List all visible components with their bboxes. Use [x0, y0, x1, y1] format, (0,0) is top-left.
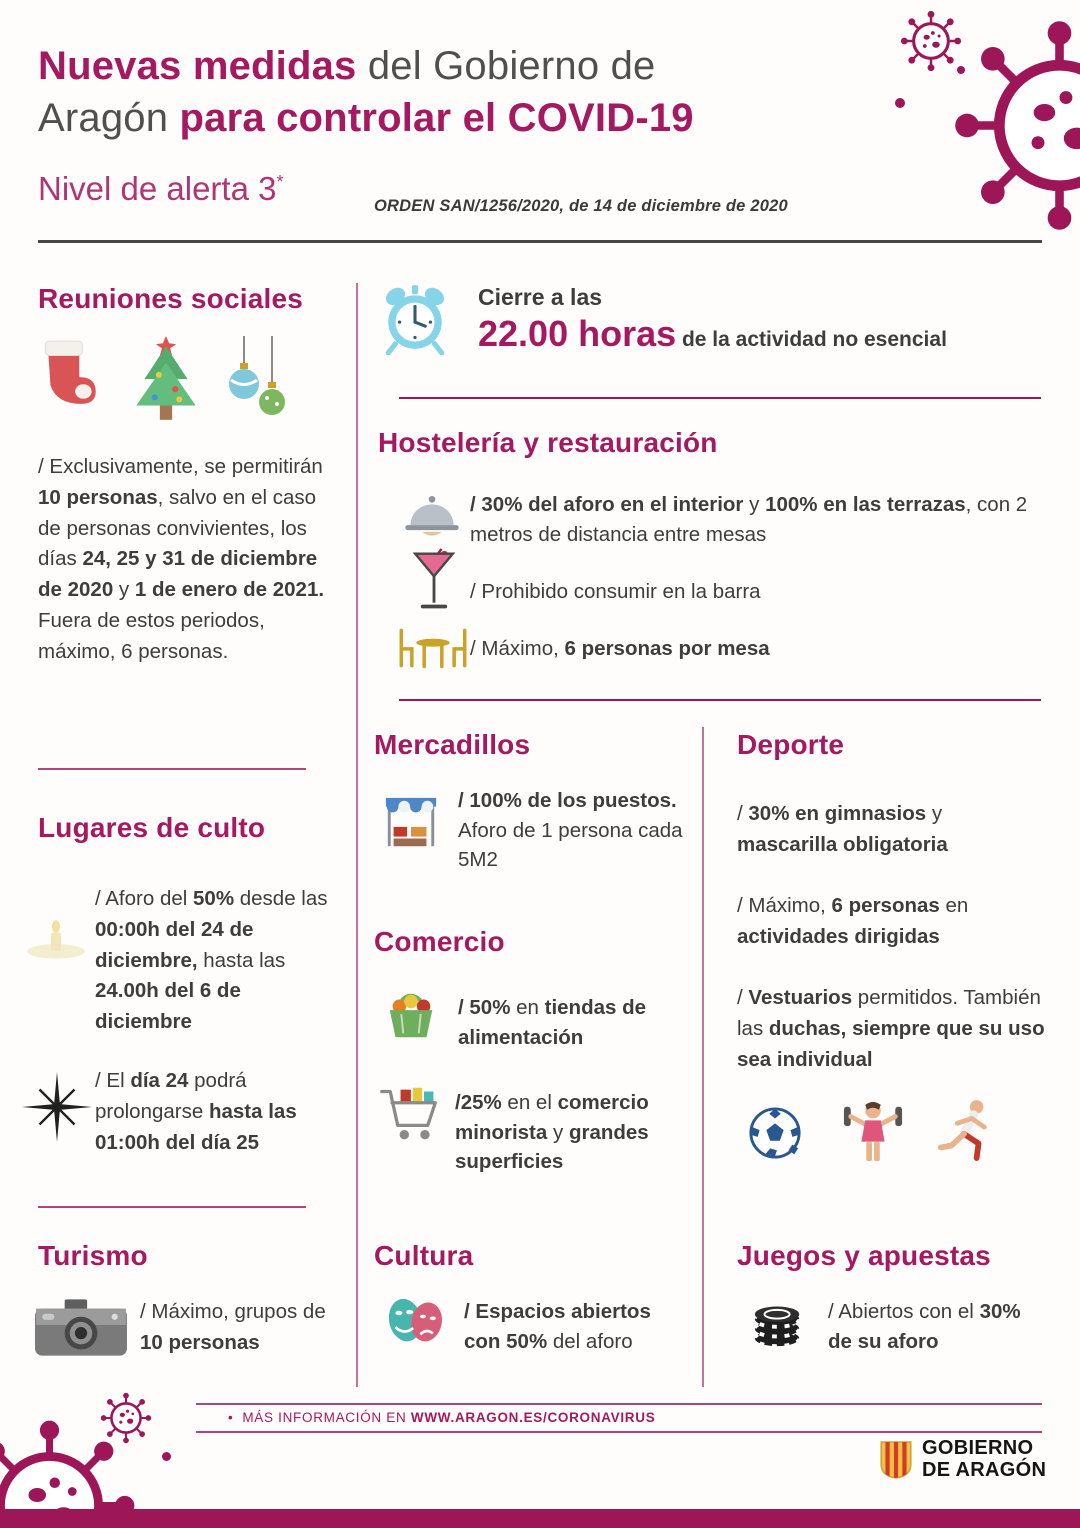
section-title-turismo: Turismo [38, 1240, 148, 1271]
section-title-juegos: Juegos y apuestas [737, 1240, 991, 1271]
star-icon [22, 1072, 92, 1142]
soccer-ball-icon [748, 1106, 802, 1160]
closing-banner [478, 284, 1048, 355]
culto-item-2: / El día 24 podrá prolongarse hasta las 01:00h del día 25 [95, 1069, 297, 1154]
aragon-shield-icon [880, 1441, 912, 1479]
footer-info-prefix: MÁS INFORMACIÓN EN [242, 1410, 411, 1425]
hosteleria-item-2: / Prohibido consumir en la barra [470, 580, 761, 603]
logo-line1: GOBIERNO [922, 1437, 1034, 1459]
christmas-ornaments-icon [222, 336, 294, 428]
header-divider [38, 240, 1042, 243]
closing-line1: Cierre a las [478, 284, 603, 310]
culto-item-1: / Aforo del 50% desde las 00:00h del 24 de diciembre, hasta las 24.00h del 6 de diciembre [95, 887, 328, 1033]
page-title-line2: Aragón para controlar el COVID-19 [38, 96, 694, 140]
section-title-hosteleria: Hostelería y restauración [378, 427, 718, 458]
vertical-divider-main [356, 283, 358, 1387]
theater-masks-icon [382, 1294, 448, 1348]
deporte-item-1: / 30% en gimnasios y mascarilla obligatoria [737, 802, 948, 856]
footer-divider-top [196, 1403, 1042, 1405]
alert-asterisk: * [276, 172, 284, 192]
deporte-item-2: / Máximo, 6 personas en actividades dirigidas [737, 894, 969, 948]
christmas-stocking-icon [42, 338, 98, 410]
hosteleria-item-1: / 30% del aforo en el interior y 100% en las terrazas, con 2 metros de distancia entre mesas [470, 493, 1028, 546]
section-title-reuniones: Reuniones sociales [38, 283, 304, 314]
shopping-cart-icon [378, 1083, 440, 1147]
section-title-deporte: Deporte [737, 729, 845, 760]
section-title-comercio: Comercio [374, 926, 505, 957]
turismo-body: / Máximo, grupos de 10 personas [140, 1300, 326, 1354]
comercio-item-1: / 50% en tiendas de alimentación [458, 996, 647, 1049]
candle-icon [24, 916, 90, 964]
virus-dot [895, 98, 905, 108]
divider-under-closing [399, 397, 1041, 399]
header [38, 40, 868, 144]
juegos-body: / Abiertos con el 30% de su aforo [828, 1300, 1021, 1353]
footer-info-link[interactable]: WWW.ARAGON.ES/CORONAVIRUS [410, 1410, 656, 1425]
footer-info [228, 1410, 655, 1425]
divider-under-hosteleria [399, 699, 1041, 701]
cloche-icon [402, 490, 462, 542]
footer-bullet: • [228, 1410, 234, 1425]
virus-dot [162, 1452, 171, 1461]
runner-icon [938, 1096, 994, 1166]
closing-line2 [478, 313, 1048, 355]
left-divider-2 [38, 1206, 306, 1208]
bottom-bar [0, 1509, 1080, 1528]
left-divider-1 [38, 768, 306, 770]
gobierno-aragon-logo [880, 1438, 1046, 1481]
deporte-item-3: / Vestuarios permitidos. También las duchas, siempre que su uso sea individual [737, 986, 1045, 1071]
comercio-item-2: /25% en el comercio minorista y grandes superficies [455, 1091, 649, 1174]
christmas-tree-icon [128, 334, 204, 428]
logo-text [922, 1438, 1046, 1481]
camera-icon [34, 1294, 128, 1358]
virus-icon [952, 18, 1080, 233]
virus-dot [957, 66, 965, 74]
section-title-culto: Lugares de culto [38, 812, 266, 843]
vertical-divider-right [702, 727, 704, 1387]
table-chairs-icon [396, 624, 470, 672]
logo-line2: DE ARAGÓN [922, 1458, 1047, 1481]
mercadillos-body: / 100% de los puestos. Aforo de 1 persona cada 5M2 [458, 789, 683, 872]
cocktail-icon [412, 548, 456, 614]
page-title-line1: Nuevas medidas del Gobierno de [38, 44, 656, 88]
alert-level: Nivel de alerta 3* [38, 170, 284, 207]
poker-chips-icon [750, 1293, 808, 1349]
hosteleria-item-3: / Máximo, 6 personas por mesa [470, 637, 770, 660]
closing-time: 22.00 horas [478, 313, 677, 354]
weightlifter-icon [842, 1096, 904, 1166]
alarm-clock-icon [380, 281, 450, 355]
footer-divider-bottom [196, 1431, 1042, 1433]
section-title-cultura: Cultura [374, 1240, 474, 1271]
order-reference: ORDEN SAN/1256/2020, de 14 de diciembre de 2020 [374, 197, 788, 215]
market-stall-icon [382, 793, 440, 855]
reuniones-body: / Exclusivamente, se permitirán 10 personas, salvo en el caso de personas convivientes, los días 24, 25 y 31 de diciembre de 2020 y 1 de enero de 2021. Fuera de estos periodos, máximo, 6 personas. [38, 455, 325, 663]
section-title-mercadillos: Mercadillos [374, 729, 531, 760]
closing-rest: de la actividad no esencial [676, 328, 947, 351]
cultura-body: / Espacios abiertos con 50% del aforo [464, 1300, 651, 1353]
food-basket-icon [382, 986, 440, 1044]
